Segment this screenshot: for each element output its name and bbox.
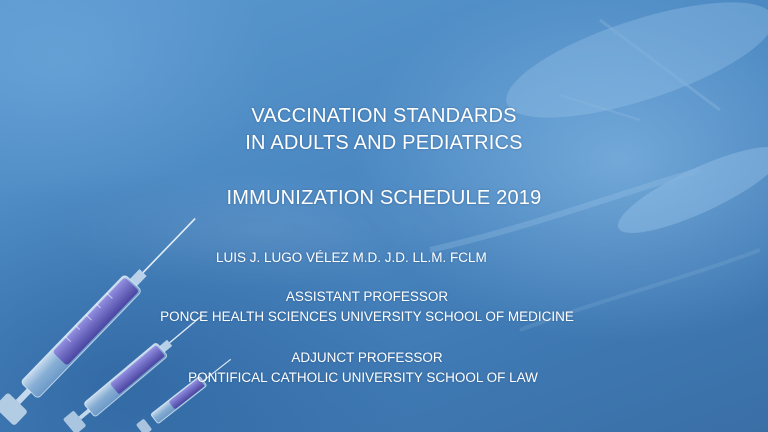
institution-1: PONCE HEALTH SCIENCES UNIVERSITY SCHOOL OF MEDICINE: [160, 309, 574, 324]
position-1: ASSISTANT PROFESSOR: [285, 289, 449, 304]
author-name: LUIS J. LUGO VÉLEZ M.D. J.D. LL.M. FCLM: [216, 250, 487, 265]
slide-title-line-2: IN ADULTS AND PEDIATRICS: [245, 132, 523, 154]
slide-title-line-1: VACCINATION STANDARDS: [251, 105, 517, 127]
position-2: ADJUNCT PROFESSOR: [291, 350, 443, 365]
slide-subtitle: IMMUNIZATION SCHEDULE 2019: [226, 187, 542, 209]
institution-2: PONTIFICAL CATHOLIC UNIVERSITY SCHOOL OF LAW: [188, 370, 538, 385]
